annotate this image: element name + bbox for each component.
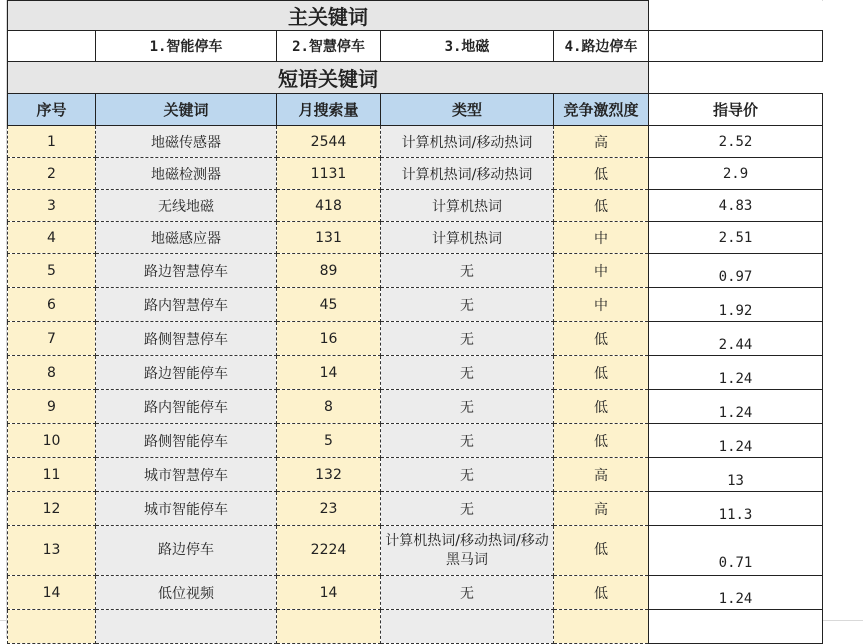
keyword-cell[interactable]: 城市智慧停车 (96, 458, 277, 492)
table-row (8, 322, 823, 356)
type-cell[interactable]: 无 (381, 288, 554, 322)
searches-cell[interactable]: 45 (277, 288, 381, 322)
competition-cell[interactable]: 低 (554, 526, 649, 576)
main-keyword[interactable]: 3.地磁 (381, 31, 554, 62)
price-cell[interactable]: 2.51 (649, 222, 823, 254)
keyword-cell[interactable]: 路侧智慧停车 (96, 322, 277, 356)
table-row (8, 288, 823, 322)
price-cell[interactable]: 13 (649, 458, 823, 492)
keyword-cell[interactable]: 路内智慧停车 (96, 288, 277, 322)
searches-cell[interactable]: 418 (277, 190, 381, 222)
price-cell[interactable]: 0.97 (649, 254, 823, 288)
table-row (8, 254, 823, 288)
main-keyword[interactable]: 1.智能停车 (96, 31, 277, 62)
cell[interactable] (8, 31, 96, 62)
competition-cell[interactable]: 低 (554, 576, 649, 610)
price-cell[interactable]: 11.3 (649, 492, 823, 526)
index-cell[interactable]: 4 (8, 222, 96, 254)
keyword-cell[interactable]: 地磁检测器 (96, 158, 277, 190)
empty-cell[interactable] (277, 610, 381, 644)
index-cell[interactable]: 11 (8, 458, 96, 492)
index-cell[interactable]: 9 (8, 390, 96, 424)
empty-row (8, 610, 823, 644)
index-cell[interactable]: 1 (8, 126, 96, 158)
keyword-cell[interactable]: 城市智能停车 (96, 492, 277, 526)
type-cell[interactable]: 计算机热词 (381, 190, 554, 222)
searches-cell[interactable]: 2544 (277, 126, 381, 158)
keyword-cell[interactable]: 路边停车 (96, 526, 277, 576)
main-keyword[interactable]: 2.智慧停车 (277, 31, 381, 62)
type-cell[interactable]: 无 (381, 390, 554, 424)
competition-cell[interactable]: 低 (554, 356, 649, 390)
type-cell[interactable]: 计算机热词/移动热词 (381, 126, 554, 158)
searches-cell[interactable]: 89 (277, 254, 381, 288)
competition-cell[interactable]: 低 (554, 390, 649, 424)
competition-cell[interactable]: 中 (554, 288, 649, 322)
price-cell[interactable]: 1.92 (649, 288, 823, 322)
searches-cell[interactable]: 14 (277, 576, 381, 610)
price-cell[interactable]: 2.9 (649, 158, 823, 190)
index-cell[interactable]: 3 (8, 190, 96, 222)
competition-cell[interactable]: 中 (554, 222, 649, 254)
empty-cell[interactable] (649, 610, 823, 644)
type-cell[interactable]: 计算机热词 (381, 222, 554, 254)
competition-cell[interactable]: 高 (554, 126, 649, 158)
keyword-cell[interactable]: 路边智慧停车 (96, 254, 277, 288)
index-cell[interactable]: 13 (8, 526, 96, 576)
price-cell[interactable]: 1.24 (649, 424, 823, 458)
price-cell[interactable]: 2.44 (649, 322, 823, 356)
table-row (8, 576, 823, 610)
type-cell[interactable]: 无 (381, 492, 554, 526)
table-row (8, 356, 823, 390)
index-cell[interactable]: 10 (8, 424, 96, 458)
keyword-cell[interactable]: 路内智能停车 (96, 390, 277, 424)
index-cell[interactable]: 8 (8, 356, 96, 390)
price-cell[interactable]: 4.83 (649, 190, 823, 222)
type-cell[interactable]: 计算机热词/移动热词/移动黑马词 (381, 526, 554, 576)
type-cell[interactable]: 无 (381, 576, 554, 610)
keyword-cell[interactable]: 无线地磁 (96, 190, 277, 222)
type-cell[interactable]: 计算机热词/移动热词 (381, 158, 554, 190)
table-row (8, 424, 823, 458)
header-keyword[interactable]: 关键词 (96, 94, 277, 126)
price-cell[interactable]: 1.24 (649, 576, 823, 610)
index-cell[interactable]: 14 (8, 576, 96, 610)
main-keyword-title: 主关键词 (8, 1, 649, 31)
table-row (8, 458, 823, 492)
table-row (8, 190, 823, 222)
index-cell[interactable]: 2 (8, 158, 96, 190)
empty-cell[interactable] (381, 610, 554, 644)
searches-cell[interactable]: 16 (277, 322, 381, 356)
phrase-keyword-title: 短语关键词 (8, 62, 649, 94)
competition-cell[interactable]: 高 (554, 458, 649, 492)
type-cell[interactable]: 无 (381, 254, 554, 288)
searches-cell[interactable]: 2224 (277, 526, 381, 576)
table-row (8, 222, 823, 254)
price-cell[interactable]: 0.71 (649, 526, 823, 576)
table-row (8, 526, 823, 576)
main-keyword[interactable]: 4.路边停车 (554, 31, 649, 62)
keyword-cell[interactable]: 路侧智能停车 (96, 424, 277, 458)
searches-cell[interactable]: 132 (277, 458, 381, 492)
header-guide-price[interactable]: 指导价 (649, 94, 823, 126)
searches-cell[interactable]: 23 (277, 492, 381, 526)
competition-cell[interactable]: 高 (554, 492, 649, 526)
table-row (8, 492, 823, 526)
competition-cell[interactable]: 中 (554, 254, 649, 288)
type-cell[interactable]: 无 (381, 424, 554, 458)
table-row (8, 126, 823, 158)
price-cell[interactable]: 2.52 (649, 126, 823, 158)
empty-cell[interactable] (96, 610, 277, 644)
type-cell[interactable]: 无 (381, 356, 554, 390)
price-cell[interactable]: 1.24 (649, 356, 823, 390)
searches-cell[interactable]: 14 (277, 356, 381, 390)
header-competition[interactable]: 竞争激烈度 (554, 94, 649, 126)
index-cell[interactable]: 5 (8, 254, 96, 288)
searches-cell[interactable]: 131 (277, 222, 381, 254)
index-cell[interactable]: 6 (8, 288, 96, 322)
empty-cell[interactable] (554, 610, 649, 644)
keyword-cell[interactable]: 地磁传感器 (96, 126, 277, 158)
searches-cell[interactable]: 5 (277, 424, 381, 458)
searches-cell[interactable]: 8 (277, 390, 381, 424)
index-cell[interactable]: 7 (8, 322, 96, 356)
competition-cell[interactable]: 低 (554, 424, 649, 458)
header-monthly-searches[interactable]: 月搜索量 (277, 94, 381, 126)
empty-cell[interactable] (8, 610, 96, 644)
header-index[interactable]: 序号 (8, 94, 96, 126)
keyword-cell[interactable]: 地磁感应器 (96, 222, 277, 254)
competition-cell[interactable]: 低 (554, 158, 649, 190)
keyword-cell[interactable]: 低位视频 (96, 576, 277, 610)
table-row (8, 158, 823, 190)
competition-cell[interactable]: 低 (554, 190, 649, 222)
table-row (8, 390, 823, 424)
keyword-sheet (7, 0, 823, 644)
header-type[interactable]: 类型 (381, 94, 554, 126)
price-cell[interactable]: 1.24 (649, 390, 823, 424)
competition-cell[interactable]: 低 (554, 322, 649, 356)
type-cell[interactable]: 无 (381, 322, 554, 356)
searches-cell[interactable]: 1131 (277, 158, 381, 190)
keyword-cell[interactable]: 路边智能停车 (96, 356, 277, 390)
index-cell[interactable]: 12 (8, 492, 96, 526)
type-cell[interactable]: 无 (381, 458, 554, 492)
